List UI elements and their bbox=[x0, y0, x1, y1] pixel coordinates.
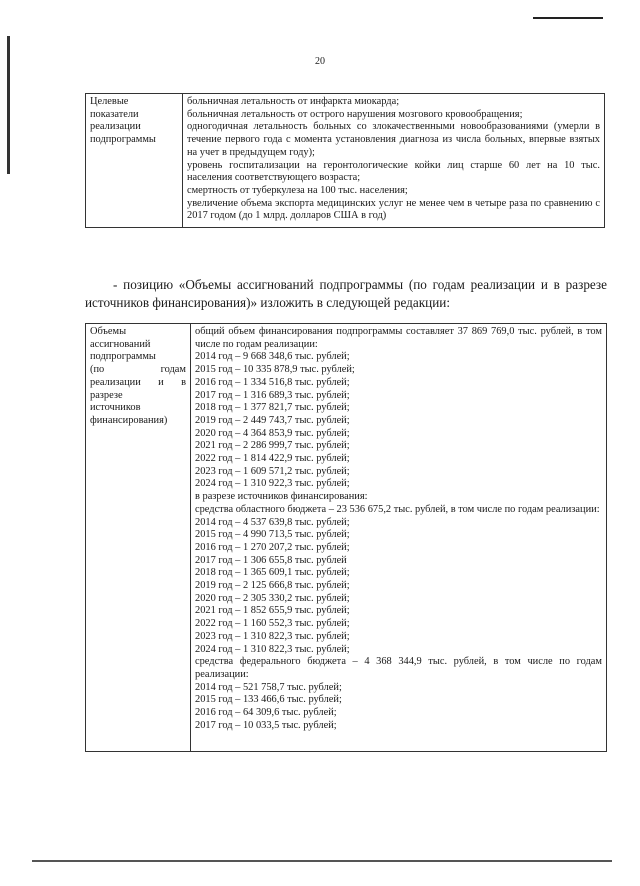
year-line: 2016 год – 64 309,6 тыс. рублей; bbox=[195, 707, 337, 719]
year-line: 2021 год – 2 286 999,7 тыс. рублей; bbox=[195, 440, 350, 452]
year-line: 2017 год – 1 316 689,3 тыс. рублей; bbox=[195, 389, 350, 401]
label-line: разрезе bbox=[90, 389, 123, 401]
regional-budget-total: средства областного бюджета – 23 536 675,2 тыс. рублей, в том числе по годам реализации: bbox=[195, 503, 600, 515]
year-line: 2022 год – 1 814 422,9 тыс. рублей; bbox=[195, 453, 350, 465]
amendment-intro-text: - позицию «Объемы ассигнований подпрограммы (по годам реализации и в разрезе источников финансирования)» изложить в следующей редакции: bbox=[85, 277, 607, 310]
year-line: 2015 год – 4 990 713,5 тыс. рублей; bbox=[195, 529, 350, 541]
indicator-line: одногодичная летальность больных со злокачественными новообразованиями (умерли в течение первого года с момента установления диагноза из числа больных, впервые взятых на учет в предыдущем году); bbox=[187, 121, 600, 158]
funding-total: общий объем финансирования подпрограммы составляет 37 869 769,0 тыс. рублей, в том числе по годам реализации: bbox=[195, 326, 602, 350]
funding-volume-table bbox=[85, 323, 607, 752]
year-line: 2019 год – 2 125 666,8 тыс. рублей; bbox=[195, 580, 350, 592]
year-line: 2021 год – 1 852 655,9 тыс. рублей; bbox=[195, 605, 350, 617]
label-line: реализации bbox=[90, 121, 141, 133]
funding-content-cell bbox=[191, 324, 607, 752]
year-line: 2024 год – 1 310 922,3 тыс. рублей; bbox=[195, 478, 350, 490]
year-line: 2014 год – 4 537 639,8 тыс. рублей; bbox=[195, 516, 350, 528]
year-line: 2016 год – 1 270 207,2 тыс. рублей; bbox=[195, 541, 350, 553]
year-line: 2014 год – 521 758,7 тыс. рублей; bbox=[195, 681, 342, 693]
indicator-line: уровень госпитализации на геронтологические койки лиц старше 60 лет на 10 тыс. населения соответствующего возраста; bbox=[187, 159, 600, 184]
target-indicators-table bbox=[85, 93, 605, 228]
year-line: 2017 год – 1 306 655,8 тыс. рублей bbox=[195, 554, 347, 566]
year-line: 2022 год – 1 160 552,3 тыс. рублей; bbox=[195, 618, 350, 630]
label-line: Объемы bbox=[90, 326, 127, 337]
funding-label-cell bbox=[86, 324, 191, 752]
year-line: 2015 год – 10 335 878,9 тыс. рублей; bbox=[195, 364, 355, 376]
year-line: 2020 год – 4 364 853,9 тыс. рублей; bbox=[195, 427, 350, 439]
scan-artifact-bottom-line bbox=[32, 860, 612, 862]
label-line: (по годам bbox=[90, 364, 186, 376]
year-line: 2016 год – 1 334 516,8 тыс. рублей; bbox=[195, 376, 350, 388]
year-line: 2020 год – 2 305 330,2 тыс. рублей; bbox=[195, 592, 350, 604]
indicator-line: больничная летальность от острого нарушения мозгового кровообращения; bbox=[187, 108, 523, 120]
sources-heading: в разрезе источников финансирования: bbox=[195, 491, 368, 503]
label-line: ассигнований bbox=[90, 338, 151, 350]
page-number: 20 bbox=[315, 56, 325, 67]
indicator-line: смертность от туберкулеза на 100 тыс. населения; bbox=[187, 184, 408, 196]
indicator-line: больничная летальность от инфаркта миокарда; bbox=[187, 96, 400, 107]
year-line: 2023 год – 1 609 571,2 тыс. рублей; bbox=[195, 465, 350, 477]
label-line: Целевые bbox=[90, 96, 129, 107]
label-line: подпрограммы bbox=[90, 134, 156, 146]
label-line: источников bbox=[90, 402, 141, 414]
federal-budget-total: средства федерального бюджета – 4 368 344,9 тыс. рублей, в том числе по годам реализации: bbox=[195, 656, 602, 680]
year-line: 2019 год – 2 449 743,7 тыс. рублей; bbox=[195, 414, 350, 426]
target-indicators-content-cell bbox=[183, 94, 605, 228]
indicator-line: увеличение объема экспорта медицинских услуг не менее чем в четыре раза по сравнению с 2017 годом (до 1 млрд. долларов США в год) bbox=[187, 197, 600, 222]
year-line: 2017 год – 10 033,5 тыс. рублей; bbox=[195, 719, 337, 731]
label-line: реализации и в bbox=[90, 376, 186, 388]
label-line: финансирования) bbox=[90, 414, 168, 426]
cell-bottom-space bbox=[195, 733, 602, 747]
amendment-intro bbox=[85, 276, 607, 312]
year-line: 2023 год – 1 310 822,3 тыс. рублей; bbox=[195, 630, 350, 642]
year-line: 2018 год – 1 377 821,7 тыс. рублей; bbox=[195, 402, 350, 414]
year-line: 2018 год – 1 365 609,1 тыс. рублей; bbox=[195, 567, 350, 579]
label-line: показатели bbox=[90, 108, 139, 120]
year-line: 2014 год – 9 668 348,6 тыс. рублей; bbox=[195, 351, 350, 363]
target-indicators-label-cell bbox=[86, 94, 183, 228]
year-line: 2015 год – 133 466,6 тыс. рублей; bbox=[195, 694, 342, 706]
year-line: 2024 год – 1 310 822,3 тыс. рублей; bbox=[195, 643, 350, 655]
label-line: подпрограммы bbox=[90, 351, 156, 363]
scan-artifact-top-line bbox=[533, 17, 603, 19]
